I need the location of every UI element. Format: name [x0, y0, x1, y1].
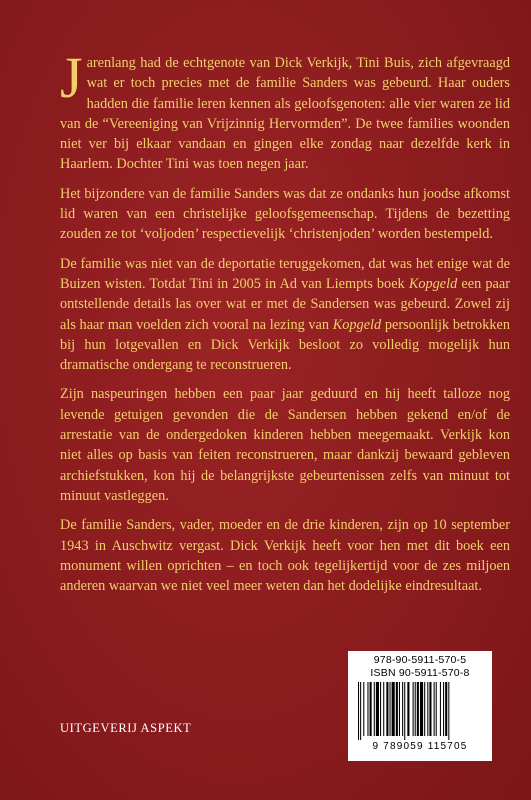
blurb-paragraph-2: Het bijzondere van de familie Sanders was dat ze ondanks hun joodse afkomst lid waren van een christelijke geloofsgemeenschap. Tijdens de bezetting zouden ze tot ‘voljoden’ respectievelijk ‘christenjoden’ worden bestempeld. [60, 185, 510, 243]
publisher-name: UITGEVERIJ ASPEKT [60, 721, 192, 735]
barcode-label [348, 651, 492, 761]
book-title-kopgeld: Kopgeld [408, 275, 458, 292]
isbn13-text: 978-90-5911-570-5 [373, 654, 467, 666]
blurb-paragraph-4: Zijn naspeuringen hebben een paar jaar geduurd en hij heeft talloze nog levende getuigen gevonden die de Sandersen hebben gekend en/of de arrestatie van de ondergedoken kinderen hebben meegemaakt. Verkijk kon niet alles op basis van feiten reconstrueren, maar dankzij bewaard gebleven archiefstukken, kon hij de belangrijkste gebeurtenissen zelfs van minuut tot minuut vastleggen. [60, 386, 510, 504]
blurb-paragraph-3-part-c: persoonlijk betrokken bij hun lotgevallen en Dick Verkijk besloot zo volledig mogelijk hun dramatische ondergang te reconstrueren. [60, 316, 510, 374]
blurb-paragraph-1 [60, 45, 510, 175]
blurb-paragraph-3-part-b: een paar ontstellende details las over wat er met de Sandersen was gebeurd. Zowel zij als haar man voelden zich vooral na lezing van [60, 275, 510, 333]
blurb-text [60, 45, 510, 605]
drop-cap: J [60, 45, 83, 110]
barcode-number: 9 789059 115705 [372, 741, 468, 752]
blurb-paragraph-1-text: arenlang had de echtgenote van Dick Verkijk, Tini Buis, zich afgevraagd wat er toch precies met de familie Sanders was gebeurd. Haar ouders hadden die familie leren kennen als geloofsgenoten: alle vier waren ze lid van de “Vereeniging van Vrijzinnig Hervormden”. De twee families woonden niet ver bij elkaar vandaan en gingen elke zondag naar dezelfde kerk in Haarlem. Dochter Tini was toen negen jaar. [60, 55, 510, 173]
blurb-paragraph-5: De familie Sanders, vader, moeder en de drie kinderen, zijn op 10 september 1943 in Auschwitz vergast. Dick Verkijk heeft voor hen met dit boek een monument willen oprichten – en toch ook tegelijkertijd voor de zes miljoen anderen waarvan we niet veel meer weten dan het dodelijke eindresultaat. [60, 517, 510, 595]
barcode-icon [356, 682, 484, 740]
book-title-kopgeld-2: Kopgeld [332, 316, 382, 333]
blurb-paragraph-3 [60, 254, 510, 376]
blurb-paragraph-3-part-a: De familie was niet van de deportatie teruggekomen, dat was het enige wat de Buizen wisten. Totdat Tini in 2005 in Ad van Liempts boek [60, 255, 510, 292]
isbn10-text: ISBN 90-5911-570-8 [370, 667, 470, 679]
